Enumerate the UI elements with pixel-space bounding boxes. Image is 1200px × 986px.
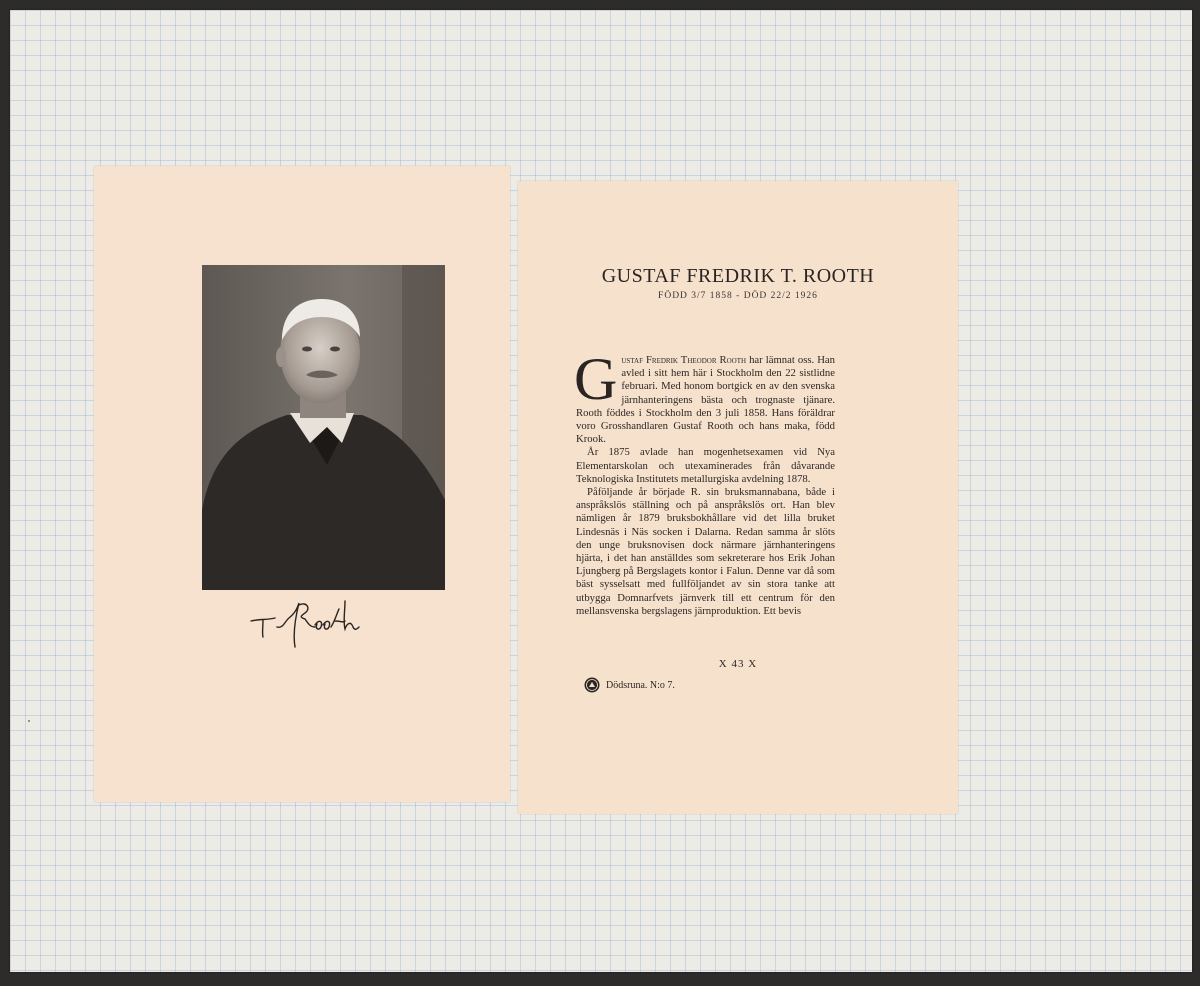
portrait-page [94, 166, 510, 802]
paragraph-1-text: har lämnat oss. Han avled i sitt hem här i Stockholm den 22 sistlidne februari. Med honom bortgick en av den svenska järnhanteringens bästa och trognaste tjänare. Rooth föddes i Stockholm den 3 juli 1858. Hans föräldrar voro Grosshandlaren Gustaf Rooth och hans maka, född Krook. [576, 354, 836, 446]
grid-paper-background [10, 10, 1192, 972]
obituary-text [574, 346, 836, 618]
page-number: X 43 X [718, 658, 758, 670]
life-dates: FÖDD 3/7 1858 - DÖD 22/2 1926 [658, 291, 818, 301]
paragraph-1 [574, 346, 836, 446]
page-title: GUSTAF FREDRIK T. ROOTH [601, 265, 875, 287]
name-smallcaps: ustaf Fredrik Theodor Rooth [621, 354, 747, 366]
pencil-mark [28, 720, 30, 722]
paragraph-3: Påföljande år började R. sin bruksmannabana, både i anspråkslös ställning och på anspråkslös ort. Han blev nämligen år 1879 bruksbokhållare vid det lilla bruket Lindesnäs i Näs socken i Dalarna. Redan samma år slöts den unge bruksnovisen dock närmare järnhanteringens hjärta, i det han anställdes som sekreterare hos Erik Johan Ljungberg på Bergslagets kontor i Falun. Denne var då som bäst sysselsatt med fullföljandet av sin stora tanke att utbygga Domnarfvets järnverk till ett centrum för den mellansvenska bergslagens järnproduktion. Ett bevis [576, 486, 835, 617]
handwritten-signature [249, 591, 374, 656]
drop-cap: G [574, 346, 618, 412]
footer-text: Dödsruna. N:o 7. [606, 679, 675, 691]
obituary-page [518, 181, 958, 814]
emblem-icon [584, 677, 600, 693]
portrait-photo [202, 265, 445, 590]
paragraph-2: År 1875 avlade han mogenhetsexamen vid Nya Elementarskolan och utexaminerades från dåvarande Teknologiska Institutets metallurgiska avdelning 1878. [576, 446, 835, 485]
footer [584, 677, 675, 693]
